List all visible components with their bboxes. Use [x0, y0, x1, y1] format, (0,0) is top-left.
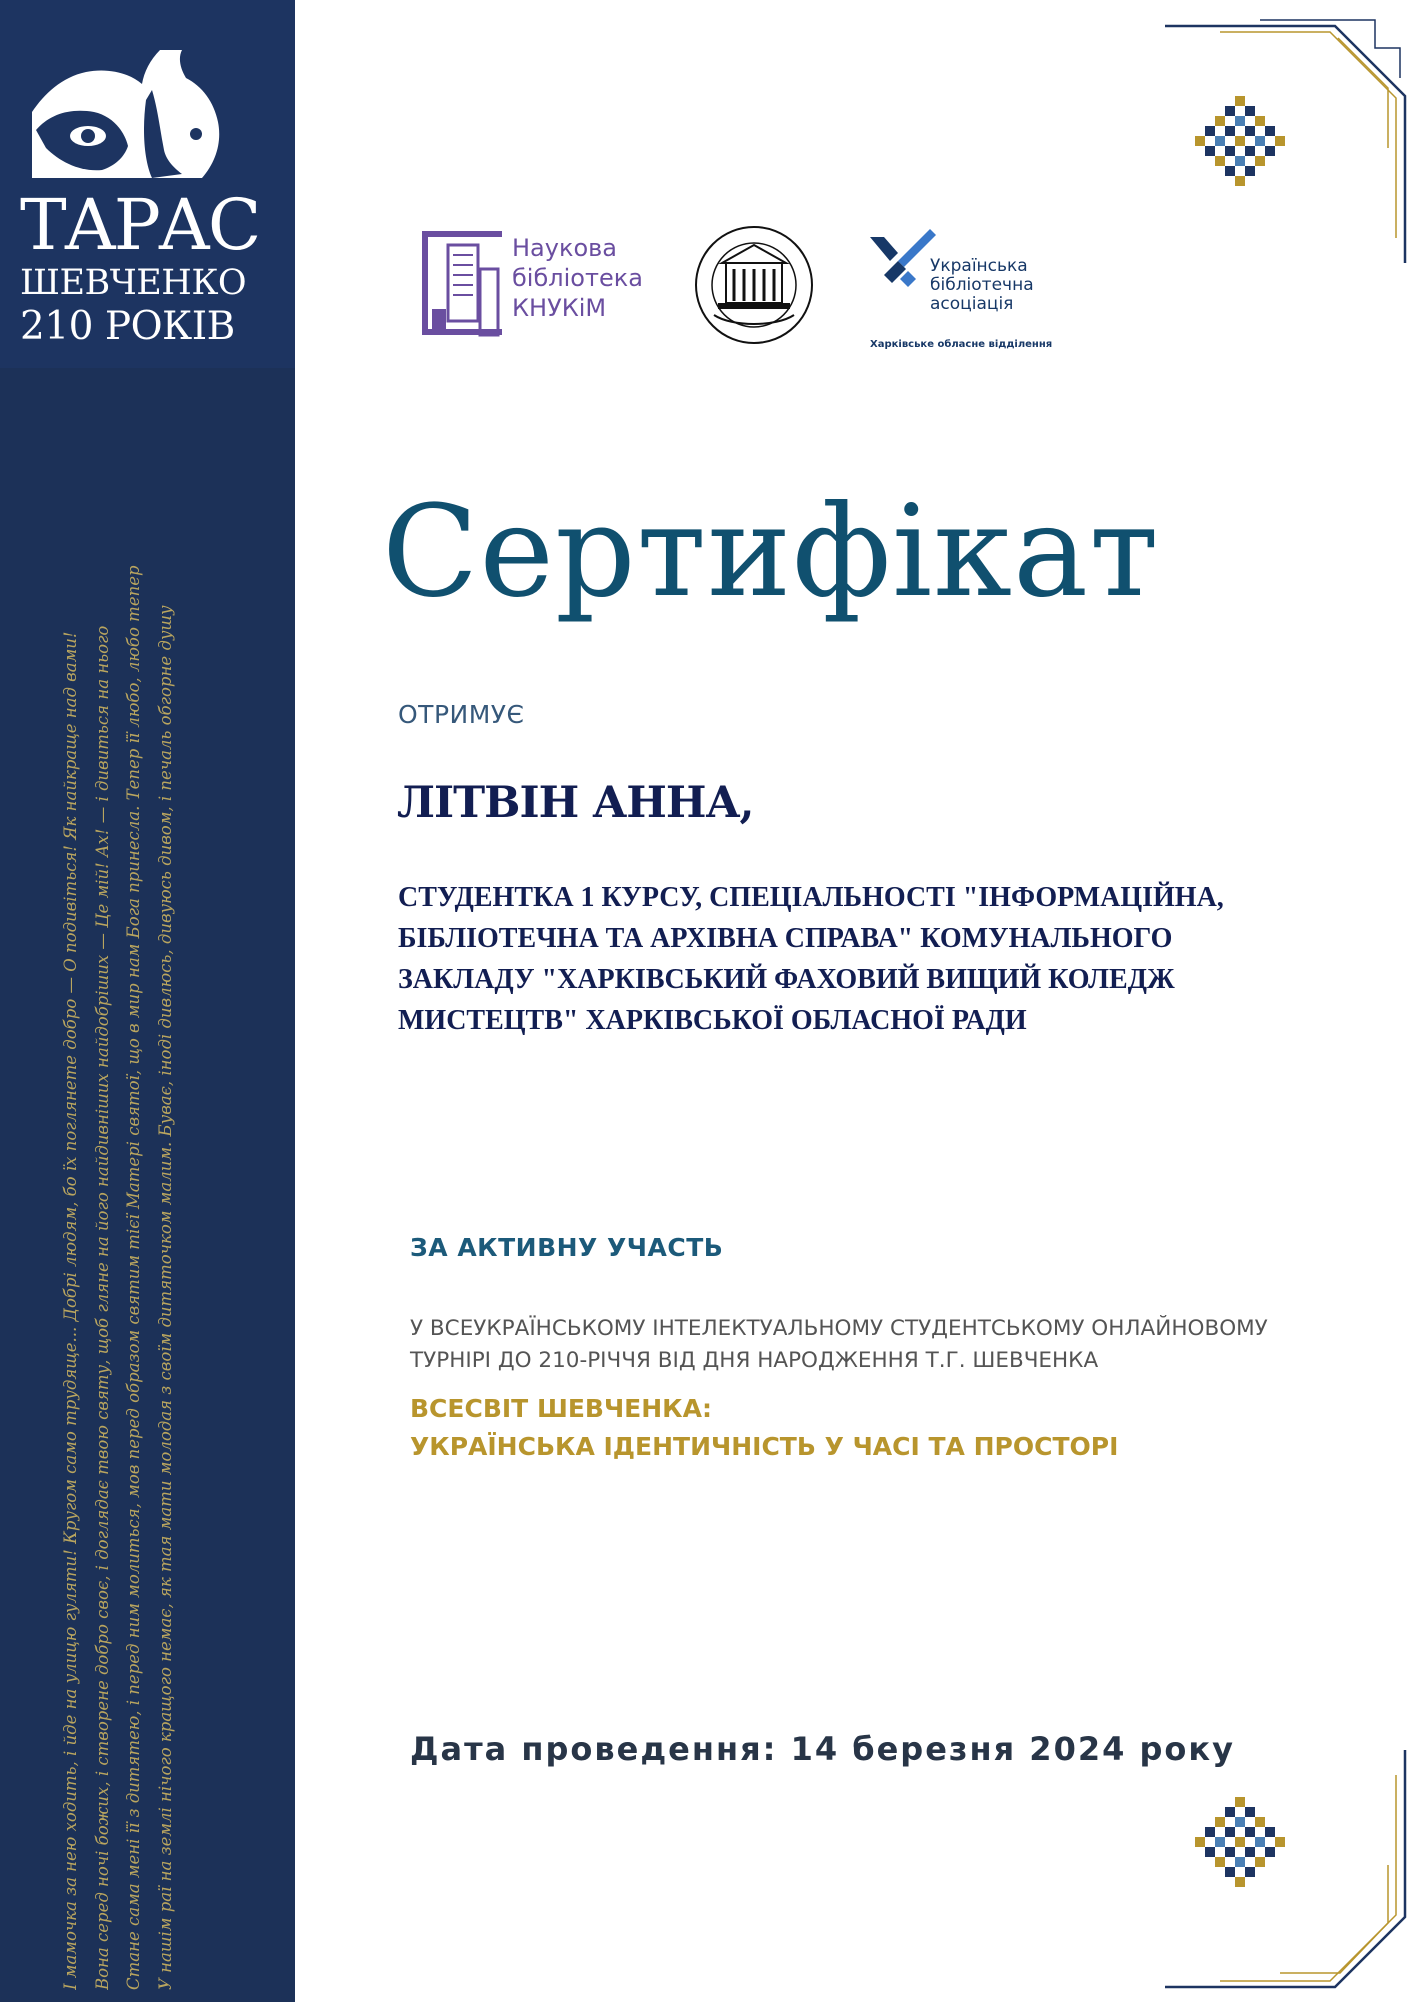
event-name-line: ВСЕСВІТ ШЕВЧЕНКА:: [410, 1394, 712, 1423]
assoc-name-line3: асоціація: [930, 294, 1014, 314]
tournament-line: ТУРНІРІ ДО 210-РІЧЧЯ ВІД ДНЯ НАРОДЖЕННЯ Т.Г. ШЕВЧЕНКА: [410, 1348, 1099, 1373]
assoc-subtitle: Харківське обласне відділення: [870, 339, 1053, 350]
poem-text: [55, 445, 295, 1990]
association-mark-icon: [868, 227, 938, 297]
library-name-line1: Наукова: [512, 234, 617, 262]
description-line: ЗАКЛАДУ "ХАРКІВСЬКИЙ ФАХОВИЙ ВИЩИЙ КОЛЕДЖ: [398, 964, 1175, 995]
brand-line-3: 210 РОКІВ: [20, 304, 235, 349]
description-line: СТУДЕНТКА 1 КУРСУ, СПЕЦІАЛЬНОСТІ "ІНФОРМАЦІЙНА,: [398, 882, 1224, 913]
poem-line: Стане сама мені її з дитятею, і перед ним молиться, мов перед образом святим тієї Матері святої, що в мир нам Бога принесла. Тепер її любо, любо тепер: [124, 565, 143, 1990]
corner-ornament-top: [1160, 18, 1410, 268]
event-name-line: УКРАЇНСЬКА ІДЕНТИЧНІСТЬ У ЧАСІ ТА ПРОСТОРІ: [410, 1432, 1119, 1461]
for-active-participation: ЗА АКТИВНУ УЧАСТЬ: [410, 1233, 724, 1262]
receives-label: ОТРИМУЄ: [398, 700, 525, 729]
tournament-line: У ВСЕУКРАЇНСЬКОМУ ІНТЕЛЕКТУАЛЬНОМУ СТУДЕНТСЬКОМУ ОНЛАЙНОВОМУ: [410, 1316, 1268, 1341]
poem-line: У нашім раї на землі нічого кращого немає, як тая мати молодая з своїм дитяточком малим. Буває, іноді дивлюсь, дивуюсь дивом, і печаль обгорне душу: [155, 605, 175, 1990]
brand-line-1: ТАРАС: [20, 184, 259, 266]
shevchenko-portrait: [32, 50, 262, 178]
recipient-name: ЛІТВІН АННА,: [397, 778, 754, 828]
corner-ornament-bottom: [1160, 1745, 1410, 1995]
partner-logos: [420, 215, 1060, 350]
poem-line: І мамочка за нею ходить, і йде на улицю гуляти! Кругом само трудяще... Добрі людям, бо їх поглянете добро — О подивіться! Як найкраще над вами!: [61, 631, 80, 1990]
poem-line: Вона серед ночі божих, і створене добро своє, і доглядає твою святу, щоб гляне на його найдивніших найдобріших — Це мій! Ах! — і дивиться на нього: [92, 625, 112, 1990]
assoc-name-line2: бібліотечна: [930, 275, 1034, 295]
library-name-line2: бібліотека: [512, 264, 643, 292]
knukim-library-logo: [420, 229, 660, 339]
library-building-icon: [420, 229, 505, 339]
tournament-description: [410, 1313, 1268, 1377]
ukrainian-library-association-logo: [868, 227, 1053, 350]
brand-line-2: ШЕВЧЕНКО: [20, 263, 247, 303]
description-line: БІБЛІОТЕЧНА ТА АРХІВНА СПРАВА" КОМУНАЛЬНОГО: [398, 923, 1173, 954]
event-name: [410, 1390, 1118, 1466]
korolenko-library-seal: [692, 223, 817, 348]
recipient-description: [398, 877, 1328, 1041]
embroidery-icon: [1195, 1797, 1285, 1887]
library-name-line3: КНУКіМ: [512, 294, 607, 322]
brand-text: [20, 184, 275, 349]
certificate-title: Сертифікат: [382, 478, 1160, 625]
event-date: Дата проведення: 14 березня 2024 року: [410, 1730, 1235, 1768]
sidebar: [0, 0, 295, 2002]
embroidery-icon: [1195, 96, 1285, 186]
assoc-name-line1: Українська: [930, 256, 1028, 276]
description-line: МИСТЕЦТВ" ХАРКІВСЬКОЇ ОБЛАСНОЇ РАДИ: [398, 1005, 1027, 1036]
